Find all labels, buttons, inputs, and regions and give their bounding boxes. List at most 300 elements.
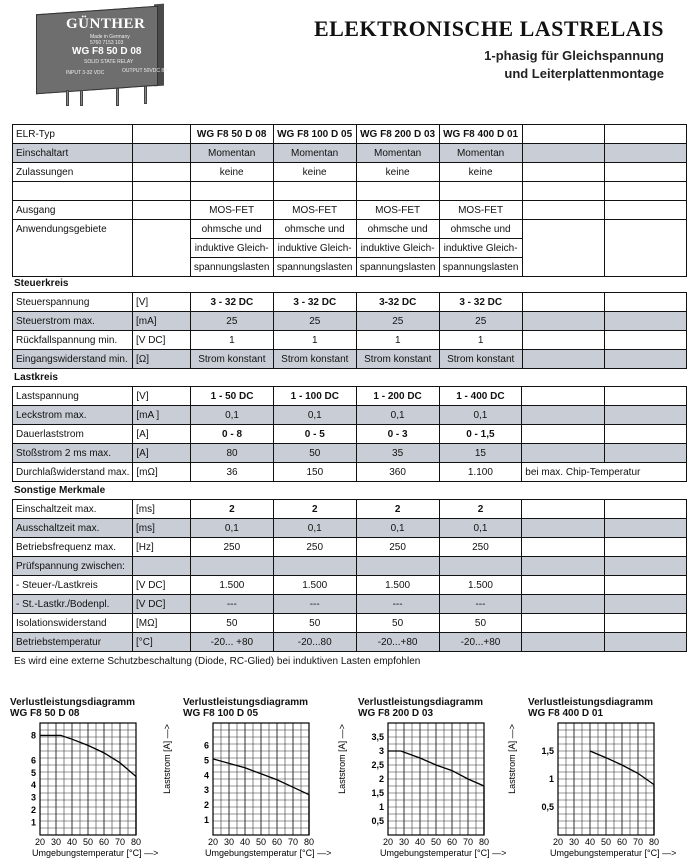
svg-text:70: 70 bbox=[287, 837, 299, 847]
table-cell: Betriebsfrequenz max. bbox=[13, 538, 133, 557]
chart-wg-f8-200 bbox=[337, 697, 528, 867]
table-cell: ohmsche und bbox=[439, 220, 522, 239]
table-cell: Ausschaltzeit max. bbox=[13, 519, 133, 538]
table-cell bbox=[13, 182, 133, 201]
table-row bbox=[13, 576, 687, 595]
table-cell bbox=[356, 182, 439, 201]
table-row bbox=[13, 595, 687, 614]
table-cell: 1.500 bbox=[356, 576, 439, 595]
table-cell: [V DC] bbox=[132, 576, 190, 595]
table-cell: WG F8 200 D 03 bbox=[356, 125, 439, 144]
table-cell: 2 bbox=[439, 500, 522, 519]
table-cell bbox=[190, 557, 273, 576]
svg-text:40: 40 bbox=[414, 837, 426, 847]
table-cell bbox=[605, 125, 687, 144]
relay-part-no: 5760 7153 103 bbox=[90, 40, 124, 46]
table-cell: --- bbox=[356, 595, 439, 614]
table-row bbox=[13, 239, 687, 258]
chart-subtitle: WG F8 200 D 03 bbox=[358, 708, 434, 719]
page-title: ELEKTRONISCHE LASTRELAIS bbox=[313, 16, 664, 41]
table-cell: Lastspannung bbox=[13, 387, 133, 406]
svg-text:70: 70 bbox=[462, 837, 474, 847]
table-cell bbox=[522, 220, 605, 239]
relay-output-label: OUTPUT 50VDC 8A bbox=[122, 68, 168, 74]
chart-plot bbox=[162, 719, 353, 867]
table-cell bbox=[522, 538, 605, 557]
svg-text:Laststrom [A] —>: Laststrom [A] —> bbox=[337, 724, 347, 794]
table-cell bbox=[522, 557, 605, 576]
table-cell: 15 bbox=[439, 444, 522, 463]
table-cell bbox=[522, 312, 605, 331]
svg-text:6: 6 bbox=[30, 755, 36, 766]
table-cell bbox=[356, 557, 439, 576]
table-cell bbox=[605, 633, 687, 652]
svg-text:70: 70 bbox=[632, 837, 644, 847]
general-table bbox=[12, 124, 687, 277]
table-row bbox=[13, 331, 687, 350]
table-cell: --- bbox=[439, 595, 522, 614]
table-cell: --- bbox=[273, 595, 356, 614]
table-cell bbox=[273, 182, 356, 201]
table-cell: 50 bbox=[356, 614, 439, 633]
table-cell: 0 - 5 bbox=[273, 425, 356, 444]
table-cell: 1 - 50 DC bbox=[191, 387, 274, 406]
table-cell: keine bbox=[356, 163, 439, 182]
table-cell: Ausgang bbox=[13, 201, 133, 220]
svg-text:30: 30 bbox=[568, 837, 580, 847]
table-cell: 1 - 400 DC bbox=[439, 387, 522, 406]
chart-wg-f8-100 bbox=[162, 697, 353, 867]
table-cell: induktive Gleich- bbox=[439, 239, 522, 258]
table-cell: - Steuer-/Lastkreis bbox=[13, 576, 133, 595]
table-cell: 250 bbox=[356, 538, 439, 557]
svg-text:Laststrom [A] —>: Laststrom [A] —> bbox=[507, 724, 517, 794]
svg-text:Umgebungstemperatur [°C] —>: Umgebungstemperatur [°C] —> bbox=[550, 848, 677, 858]
table-cell bbox=[522, 633, 605, 652]
table-cell bbox=[522, 163, 605, 182]
table-cell: [V] bbox=[133, 387, 191, 406]
table-cell bbox=[605, 220, 687, 239]
table-cell: Dauerlaststrom bbox=[13, 425, 133, 444]
table-cell bbox=[132, 258, 190, 277]
chart-wg-f8-400 bbox=[507, 697, 698, 867]
table-cell bbox=[522, 182, 605, 201]
table-cell: Momentan bbox=[439, 144, 522, 163]
svg-text:40: 40 bbox=[584, 837, 596, 847]
svg-text:20: 20 bbox=[382, 837, 394, 847]
relay-brand: GÜNTHER bbox=[66, 16, 146, 32]
table-cell: 0 - 3 bbox=[356, 425, 439, 444]
chart-plot bbox=[337, 719, 528, 867]
relay-pin bbox=[80, 90, 83, 106]
table-cell: 1 bbox=[356, 331, 439, 350]
table-cell: [MΩ] bbox=[132, 614, 190, 633]
svg-text:8: 8 bbox=[30, 730, 36, 741]
table-cell: 2 bbox=[190, 500, 273, 519]
table-cell: 1 - 200 DC bbox=[356, 387, 439, 406]
section-title-sonstige: Sonstige Merkmale bbox=[14, 485, 106, 496]
table-cell bbox=[605, 331, 687, 350]
table-row bbox=[13, 220, 687, 239]
table-cell bbox=[522, 239, 605, 258]
table-cell bbox=[132, 201, 190, 220]
table-cell: --- bbox=[190, 595, 273, 614]
svg-text:60: 60 bbox=[271, 837, 283, 847]
svg-text:50: 50 bbox=[600, 837, 612, 847]
table-cell: [mA] bbox=[132, 312, 190, 331]
table-cell bbox=[605, 293, 687, 312]
table-cell: spannungslasten bbox=[190, 258, 273, 277]
svg-text:Umgebungstemperatur [°C] —>: Umgebungstemperatur [°C] —> bbox=[380, 848, 507, 858]
table-cell bbox=[605, 163, 687, 182]
table-cell: 2 bbox=[356, 500, 439, 519]
table-cell bbox=[522, 293, 605, 312]
svg-text:2,5: 2,5 bbox=[371, 760, 384, 770]
table-cell: 50 bbox=[273, 444, 356, 463]
table-cell bbox=[522, 444, 605, 463]
table-cell bbox=[13, 258, 133, 277]
table-cell bbox=[605, 425, 687, 444]
relay-type-label: SOLID STATE RELAY bbox=[84, 59, 134, 65]
table-cell: - St.-Lastkr./Bodenpl. bbox=[13, 595, 133, 614]
table-cell: Momentan bbox=[356, 144, 439, 163]
table-cell: Steuerstrom max. bbox=[13, 312, 133, 331]
table-row bbox=[13, 312, 687, 331]
table-cell bbox=[132, 239, 190, 258]
table-cell: Eingangswiderstand min. bbox=[13, 350, 133, 369]
table-row bbox=[13, 163, 687, 182]
table-cell: 1 bbox=[190, 331, 273, 350]
table-cell: [V DC] bbox=[132, 331, 190, 350]
svg-text:20: 20 bbox=[207, 837, 219, 847]
table-row bbox=[13, 182, 687, 201]
table-cell: -20...+80 bbox=[356, 633, 439, 652]
table-cell bbox=[522, 406, 605, 425]
svg-text:80: 80 bbox=[303, 837, 315, 847]
table-cell: 25 bbox=[356, 312, 439, 331]
svg-text:1: 1 bbox=[203, 815, 209, 826]
svg-text:40: 40 bbox=[239, 837, 251, 847]
page-subtitle-2: und Leiterplattenmontage bbox=[504, 66, 664, 81]
table-row bbox=[13, 425, 687, 444]
table-cell bbox=[273, 557, 356, 576]
table-cell: 36 bbox=[191, 463, 274, 482]
table-cell bbox=[605, 387, 687, 406]
table-row bbox=[13, 201, 687, 220]
table-cell bbox=[132, 144, 190, 163]
svg-text:60: 60 bbox=[446, 837, 458, 847]
table-cell: MOS-FET bbox=[439, 201, 522, 220]
table-cell: 1 - 100 DC bbox=[273, 387, 356, 406]
table-cell: 3-32 DC bbox=[356, 293, 439, 312]
table-row bbox=[13, 519, 687, 538]
table-cell bbox=[522, 576, 605, 595]
table-row bbox=[13, 125, 687, 144]
table-cell: 360 bbox=[356, 463, 439, 482]
section-title-lastkreis: Lastkreis bbox=[14, 372, 58, 383]
table-cell: 25 bbox=[273, 312, 356, 331]
svg-text:50: 50 bbox=[430, 837, 442, 847]
svg-text:1: 1 bbox=[378, 802, 384, 812]
table-cell: 0,1 bbox=[190, 519, 273, 538]
table-cell: 0 - 1,5 bbox=[439, 425, 522, 444]
table-cell: MOS-FET bbox=[356, 201, 439, 220]
table-cell: 1 bbox=[439, 331, 522, 350]
svg-text:Umgebungstemperatur [°C] —>: Umgebungstemperatur [°C] —> bbox=[32, 848, 159, 858]
table-cell bbox=[132, 182, 190, 201]
page-subtitle-1: 1-phasig für Gleichspannung bbox=[484, 48, 664, 63]
svg-text:Laststrom [A] —>: Laststrom [A] —> bbox=[162, 724, 172, 794]
steuerkreis-table bbox=[12, 292, 687, 369]
table-row bbox=[13, 144, 687, 163]
table-cell bbox=[605, 500, 687, 519]
table-cell: 25 bbox=[439, 312, 522, 331]
table-cell: 3 - 32 DC bbox=[273, 293, 356, 312]
table-cell: 0,1 bbox=[356, 406, 439, 425]
table-cell: WG F8 50 D 08 bbox=[190, 125, 273, 144]
table-cell bbox=[13, 239, 133, 258]
svg-text:Umgebungstemperatur [°C] —>: Umgebungstemperatur [°C] —> bbox=[205, 848, 332, 858]
svg-text:1,5: 1,5 bbox=[541, 746, 554, 756]
table-cell: [A] bbox=[133, 425, 191, 444]
table-cell: 2 bbox=[273, 500, 356, 519]
svg-text:80: 80 bbox=[478, 837, 490, 847]
table-cell: Zulassungen bbox=[13, 163, 133, 182]
table-cell: 150 bbox=[273, 463, 356, 482]
footnote: Es wird eine externe Schutzbeschaltung (Diode, RC-Glied) bei induktiven Lasten empfohlen bbox=[14, 656, 421, 667]
chart-subtitle: WG F8 400 D 01 bbox=[528, 708, 604, 719]
table-cell: induktive Gleich- bbox=[273, 239, 356, 258]
table-cell: [A] bbox=[133, 444, 191, 463]
chart-subtitle: WG F8 50 D 08 bbox=[10, 708, 80, 719]
table-cell: [ms] bbox=[132, 500, 190, 519]
table-cell: ohmsche und bbox=[190, 220, 273, 239]
table-cell: Strom konstant bbox=[439, 350, 522, 369]
table-cell: 0,1 bbox=[273, 406, 356, 425]
table-cell: -20... +80 bbox=[190, 633, 273, 652]
table-cell bbox=[132, 163, 190, 182]
table-cell: [mA ] bbox=[133, 406, 191, 425]
table-cell: spannungslasten bbox=[439, 258, 522, 277]
table-cell: -20...80 bbox=[273, 633, 356, 652]
table-cell: 0,1 bbox=[439, 519, 522, 538]
svg-text:2: 2 bbox=[30, 805, 36, 816]
table-cell bbox=[522, 425, 605, 444]
relay-model: WG F8 50 D 08 bbox=[72, 46, 142, 57]
table-row bbox=[13, 614, 687, 633]
svg-text:6: 6 bbox=[203, 740, 209, 751]
table-cell: 1.500 bbox=[439, 576, 522, 595]
chart-title: Verlustleistungsdiagramm bbox=[183, 697, 309, 708]
chart-title: Verlustleistungsdiagramm bbox=[10, 697, 136, 708]
table-row bbox=[13, 633, 687, 652]
relay-pin bbox=[66, 90, 69, 106]
svg-text:1,5: 1,5 bbox=[371, 788, 384, 798]
table-cell: bei max. Chip-Temperatur bbox=[522, 463, 687, 482]
table-cell bbox=[522, 125, 605, 144]
table-cell: 1 bbox=[273, 331, 356, 350]
section-title-steuerkreis: Steuerkreis bbox=[14, 278, 69, 289]
table-cell bbox=[605, 258, 687, 277]
table-cell: 250 bbox=[273, 538, 356, 557]
table-cell bbox=[605, 614, 687, 633]
table-cell bbox=[605, 519, 687, 538]
table-cell bbox=[605, 312, 687, 331]
table-cell bbox=[605, 201, 687, 220]
svg-text:5: 5 bbox=[30, 767, 36, 778]
table-cell bbox=[605, 144, 687, 163]
table-cell bbox=[605, 182, 687, 201]
table-cell: Steuerspannung bbox=[13, 293, 133, 312]
svg-text:3: 3 bbox=[203, 785, 209, 796]
table-row bbox=[13, 557, 687, 576]
table-cell: 1.500 bbox=[190, 576, 273, 595]
svg-text:30: 30 bbox=[50, 837, 62, 847]
table-cell bbox=[522, 201, 605, 220]
table-cell: 50 bbox=[439, 614, 522, 633]
svg-text:0,5: 0,5 bbox=[541, 802, 554, 812]
table-cell: spannungslasten bbox=[356, 258, 439, 277]
table-cell: WG F8 100 D 05 bbox=[273, 125, 356, 144]
table-cell bbox=[439, 182, 522, 201]
chart-title: Verlustleistungsdiagramm bbox=[528, 697, 654, 708]
table-cell bbox=[522, 258, 605, 277]
svg-text:3: 3 bbox=[30, 792, 36, 803]
table-cell: 50 bbox=[273, 614, 356, 633]
table-cell: 3 - 32 DC bbox=[190, 293, 273, 312]
table-cell: keine bbox=[273, 163, 356, 182]
table-cell: 80 bbox=[191, 444, 274, 463]
table-cell: 1.500 bbox=[273, 576, 356, 595]
table-row bbox=[13, 500, 687, 519]
chart-wg-f8-50 bbox=[10, 697, 180, 867]
table-cell bbox=[605, 350, 687, 369]
table-cell bbox=[522, 500, 605, 519]
relay-pin bbox=[144, 86, 147, 104]
svg-text:20: 20 bbox=[34, 837, 46, 847]
svg-text:50: 50 bbox=[255, 837, 267, 847]
table-row bbox=[13, 258, 687, 277]
svg-text:40: 40 bbox=[66, 837, 78, 847]
table-row bbox=[13, 538, 687, 557]
table-cell: Prüfspannung zwischen: bbox=[13, 557, 133, 576]
table-cell: Einschaltzeit max. bbox=[13, 500, 133, 519]
table-cell: 0 - 8 bbox=[191, 425, 274, 444]
table-cell bbox=[605, 538, 687, 557]
table-cell bbox=[605, 406, 687, 425]
table-cell: keine bbox=[190, 163, 273, 182]
chart-plot bbox=[10, 719, 180, 867]
svg-text:80: 80 bbox=[130, 837, 142, 847]
svg-text:3: 3 bbox=[378, 746, 384, 756]
table-cell: 0,1 bbox=[356, 519, 439, 538]
table-cell: 25 bbox=[190, 312, 273, 331]
table-cell bbox=[522, 387, 605, 406]
table-cell: induktive Gleich- bbox=[356, 239, 439, 258]
table-cell: ELR-Typ bbox=[13, 125, 133, 144]
svg-text:0,5: 0,5 bbox=[371, 816, 384, 826]
table-cell bbox=[522, 144, 605, 163]
table-cell: -20...+80 bbox=[439, 633, 522, 652]
table-cell bbox=[132, 125, 190, 144]
chart-subtitle: WG F8 100 D 05 bbox=[183, 708, 259, 719]
table-row bbox=[13, 406, 687, 425]
table-cell: MOS-FET bbox=[273, 201, 356, 220]
table-cell: Rückfallspannung min. bbox=[13, 331, 133, 350]
table-cell: keine bbox=[439, 163, 522, 182]
table-row bbox=[13, 387, 687, 406]
table-cell bbox=[605, 595, 687, 614]
sonstige-table bbox=[12, 499, 687, 652]
table-cell bbox=[605, 444, 687, 463]
table-cell: WG F8 400 D 01 bbox=[439, 125, 522, 144]
table-cell: Isolationswiderstand bbox=[13, 614, 133, 633]
table-cell: 35 bbox=[356, 444, 439, 463]
table-cell bbox=[190, 182, 273, 201]
table-cell: Betriebstemperatur bbox=[13, 633, 133, 652]
table-cell: [V DC] bbox=[132, 595, 190, 614]
table-row bbox=[13, 444, 687, 463]
svg-text:3,5: 3,5 bbox=[371, 732, 384, 742]
svg-text:50: 50 bbox=[82, 837, 94, 847]
svg-text:4: 4 bbox=[30, 780, 36, 791]
table-cell: [Hz] bbox=[132, 538, 190, 557]
svg-text:1: 1 bbox=[30, 817, 36, 828]
table-cell: 250 bbox=[190, 538, 273, 557]
table-cell: Stoßstrom 2 ms max. bbox=[13, 444, 133, 463]
table-cell bbox=[522, 595, 605, 614]
table-cell: [mΩ] bbox=[133, 463, 191, 482]
svg-text:30: 30 bbox=[398, 837, 410, 847]
table-cell: Strom konstant bbox=[273, 350, 356, 369]
table-cell: 0,1 bbox=[191, 406, 274, 425]
table-cell: [Ω] bbox=[132, 350, 190, 369]
table-cell: ohmsche und bbox=[356, 220, 439, 239]
table-cell: Leckstrom max. bbox=[13, 406, 133, 425]
table-cell: 0,1 bbox=[273, 519, 356, 538]
table-cell: Momentan bbox=[190, 144, 273, 163]
svg-text:1: 1 bbox=[548, 774, 554, 784]
table-cell: 0,1 bbox=[439, 406, 522, 425]
lastkreis-table bbox=[12, 386, 687, 482]
table-cell: 50 bbox=[190, 614, 273, 633]
table-cell: spannungslasten bbox=[273, 258, 356, 277]
relay-made-in: Made in Germany bbox=[90, 34, 130, 40]
table-cell: ohmsche und bbox=[273, 220, 356, 239]
table-cell bbox=[439, 557, 522, 576]
svg-text:5: 5 bbox=[203, 755, 209, 766]
table-cell bbox=[132, 220, 190, 239]
table-cell bbox=[605, 576, 687, 595]
chart-plot bbox=[507, 719, 698, 867]
svg-text:80: 80 bbox=[648, 837, 660, 847]
table-cell: Strom konstant bbox=[190, 350, 273, 369]
table-row bbox=[13, 350, 687, 369]
table-cell: 1.100 bbox=[439, 463, 522, 482]
svg-text:70: 70 bbox=[114, 837, 126, 847]
table-cell: Strom konstant bbox=[356, 350, 439, 369]
table-cell bbox=[605, 557, 687, 576]
table-cell: [°C] bbox=[132, 633, 190, 652]
svg-text:30: 30 bbox=[223, 837, 235, 847]
relay-pin bbox=[116, 88, 119, 106]
product-image bbox=[4, 4, 184, 104]
table-cell: Momentan bbox=[273, 144, 356, 163]
relay-input-label: INPUT 3-32 VDC bbox=[66, 70, 105, 76]
table-cell bbox=[522, 350, 605, 369]
table-cell: [V] bbox=[132, 293, 190, 312]
table-cell: [ms] bbox=[132, 519, 190, 538]
